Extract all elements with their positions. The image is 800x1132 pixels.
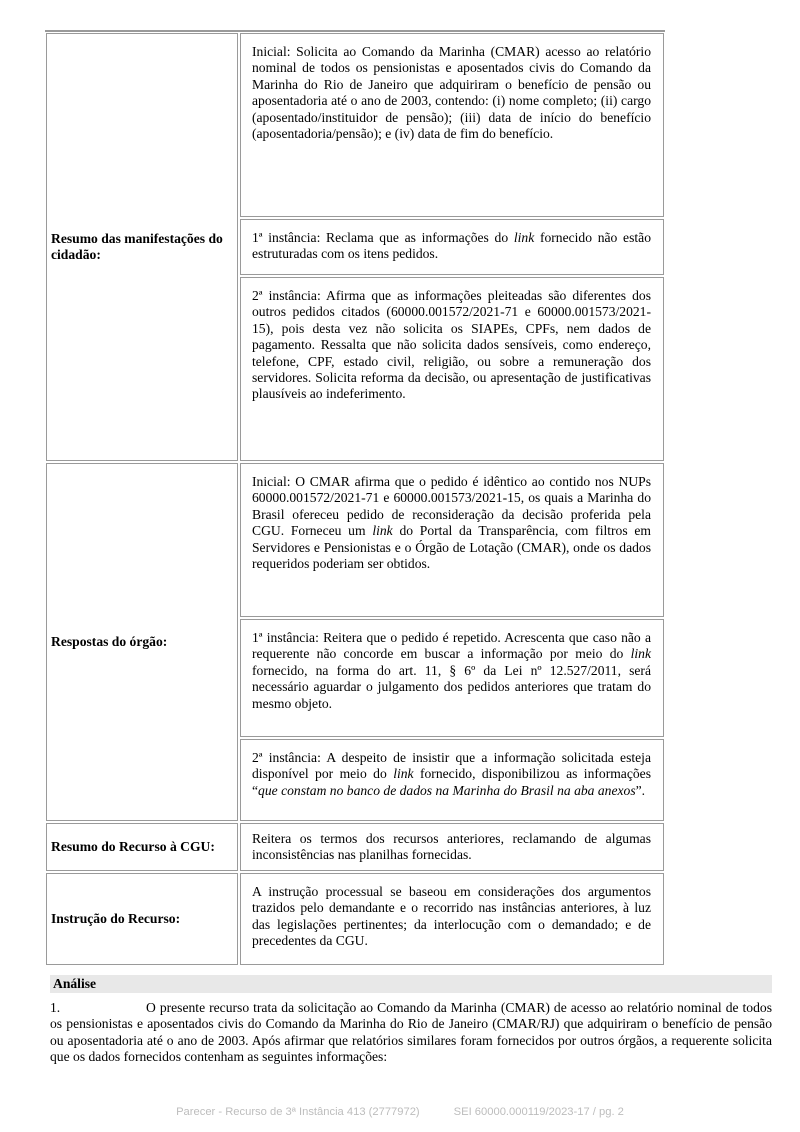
cell-text: 2ª instância: Afirma que as informações pleiteadas são diferentes dos outros pedidos citados (60000.001572/2021-71 e 60000.001573/2021-15), pois desta vez não solicita os SIAPEs, CPFs, nem dados de pagamento. Ressalta que não solicita dados sensíveis, como endereço, telefone, CPF, estado civil, religião, ou sobre a remuneração dos servidores. Solicita reforma da decisão, ou apresentação de justificativas plausíveis ao indeferimento.: [252, 288, 651, 402]
footer-sei-page: SEI 60000.000119/2023-17 / pg. 2: [453, 1106, 624, 1118]
cell-text: Inicial: O CMAR afirma que o pedido é idêntico ao contido nos NUPs 60000.001572/2021-71 e 60000.001573/2021-15, os quais a Marinha do Brasil ofereceu pedido de reconsideração da decisão proferida pela CGU. Forneceu um: [252, 474, 651, 539]
cell-resposta-inicial: [240, 463, 664, 617]
cell-text: 1ª instância: Reitera que o pedido é repetido. Acrescenta que caso não a requerente não concorde em buscar a informação por meio do: [252, 630, 651, 662]
cell-text: A instrução processual se baseou em considerações dos argumentos trazidos pelo demandante e o recorrido nas instâncias anteriores, à luz das legislações pertinentes; da interlocução com o demandado; e de precedentes da CGU.: [252, 884, 651, 949]
cell-text: 1ª instância: Reclama que as informações do: [252, 230, 514, 245]
cell-manifestacao-inicial: [240, 33, 664, 217]
cell-italic: link: [630, 646, 651, 662]
cell-text: do Portal da Transparência, com filtros em Servidores e Pensionistas e o Órgão de Lotação (CMAR), onde os dados requeridos poderiam ser obtidos.: [252, 523, 651, 572]
paragraph-number: 1.: [50, 1000, 61, 1015]
row-label-resumo-recurso: [46, 823, 238, 871]
cell-text: fornecido, na forma do art. 11, § 6º da Lei nº 12.527/2011, será necessário aguardar o julgamento dos pedidos anteriores que tratam do mesmo objeto.: [252, 662, 651, 711]
cell-italic: link: [372, 523, 393, 539]
cell-text: ”.: [635, 782, 646, 798]
row-label-text: Resumo do Recurso à CGU:: [51, 839, 215, 854]
cell-italic: link: [393, 766, 414, 782]
row-label-text: Resumo das manifestações do cidadão:: [51, 231, 223, 262]
recurso-summary-table: [45, 30, 665, 949]
cell-instrucao-recurso: [240, 873, 664, 965]
cell-italic: link: [513, 230, 535, 245]
cell-manifestacao-1a-instancia: [240, 219, 664, 275]
paragraph-text: O presente recurso trata da solicitação ao Comando da Marinha (CMAR) de acesso ao relatório nominal de todos os pensionistas e aposentados civis do Comando da Marinha do Rio de Janeiro (CMAR/RJ) que adquiriram o benefício de pensão ou aposentadoria até o ano de 2003. Após afirmar que relatórios similares foram fornecidos por outros órgãos, a requerente solicita que os dados fornecidos contenham as seguintes informações:: [50, 1000, 772, 1065]
row-label-instrucao-recurso: [46, 873, 238, 965]
cell-resumo-recurso: [240, 823, 664, 871]
page-footer: [0, 1106, 800, 1118]
cell-text: Reitera os termos dos recursos anteriores, reclamando de algumas inconsistências nas planilhas fornecidas.: [252, 831, 651, 863]
cell-text: fornecido, disponibilizou as informações “: [252, 766, 651, 798]
cell-text: Inicial: Solicita ao Comando da Marinha (CMAR) acesso ao relatório nominal de todos os pensionistas e aposentados civis do Comando da Marinha do Rio de Janeiro que adquiriram o benefício de pensão ou aposentadoria até o ano de 2003, contendo: (i) nome completo; (ii) cargo (aposentado/instituidor de pensão); (iii) data de início do benefício (aposentadoria/pensão); e (iv) data de fim do benefício.: [252, 44, 651, 142]
cell-text: 2ª instância: A despeito de insistir que a informação solicitada esteja disponível por meio do: [252, 750, 651, 782]
footer-document-title: Parecer - Recurso de 3ª Instância 413 (2777972): [176, 1106, 420, 1118]
cell-resposta-1a-instancia: [240, 619, 664, 737]
cell-italic: que constam no banco de dados na Marinha do Brasil na aba anexos: [258, 782, 636, 798]
row-label-text: Instrução do Recurso:: [51, 911, 181, 926]
row-label-resumo-manifestacoes: [46, 33, 238, 461]
cell-text: fornecido não estão estruturadas com os itens pedidos.: [252, 230, 651, 262]
cell-resposta-2a-instancia: [240, 739, 664, 821]
row-label-respostas-orgao: [46, 463, 238, 821]
row-label-text: Respostas do órgão:: [51, 634, 168, 649]
analise-paragraph-1: [50, 1000, 772, 1066]
cell-manifestacao-2a-instancia: [240, 277, 664, 461]
analise-heading: Análise: [50, 975, 772, 993]
